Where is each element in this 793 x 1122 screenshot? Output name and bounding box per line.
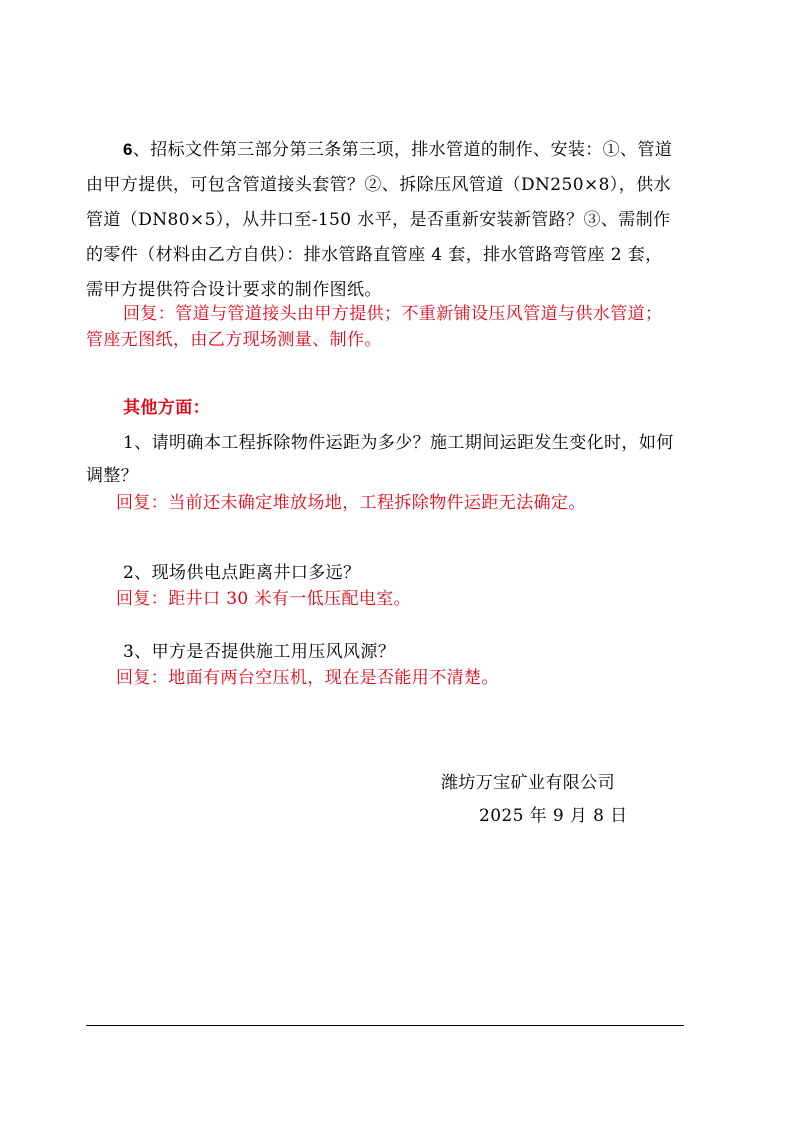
section6-line-4: 的零件（材料由乙方自供）：排水管路直管座 4 套，排水管路弯管座 2 套， xyxy=(86,245,663,265)
question-1-line-2: 调整？ xyxy=(86,466,139,486)
footer-divider xyxy=(86,1025,684,1026)
question-3: 3、甲方是否提供施工用压风风源？ xyxy=(123,642,396,662)
signature-date: 2025 年 9 月 8 日 xyxy=(479,806,628,826)
answer-1: 回复：当前还未确定堆放场地，工程拆除物件运距无法确定。 xyxy=(116,493,586,513)
section6-line-5: 需甲方提供符合设计要求的制作图纸。 xyxy=(86,280,382,300)
section6-line-1: 6、招标文件第三部分第三条第三项，排水管道的制作、安装：①、管道 xyxy=(123,140,673,160)
section6-line-2: 由甲方提供，可包含管道接头套管？②、拆除压风管道（DN250×8），供水 xyxy=(86,175,671,195)
question-1-line-1: 1、请明确本工程拆除物件运距为多少？施工期间运距发生变化时，如何 xyxy=(123,433,674,453)
section6-reply-line-1: 回复：管道与管道接头由甲方提供；不重新铺设压风管道与供水管道； xyxy=(123,304,663,324)
answer-2: 回复：距井口 30 米有一低压配电室。 xyxy=(116,589,412,609)
other-heading: 其他方面： xyxy=(123,398,210,418)
company-name: 潍坊万宝矿业有限公司 xyxy=(441,773,615,793)
section6-number: 6 xyxy=(123,140,133,159)
answer-3: 回复：地面有两台空压机，现在是否能用不清楚。 xyxy=(116,668,499,688)
section6-reply-line-2: 管座无图纸，由乙方现场测量、制作。 xyxy=(86,330,382,350)
section6-line-3: 管道（DN80×5），从井口至-150 水平，是否重新安装新管路？③、需制作 xyxy=(86,210,671,230)
question-2: 2、现场供电点距离井口多远？ xyxy=(123,563,361,583)
